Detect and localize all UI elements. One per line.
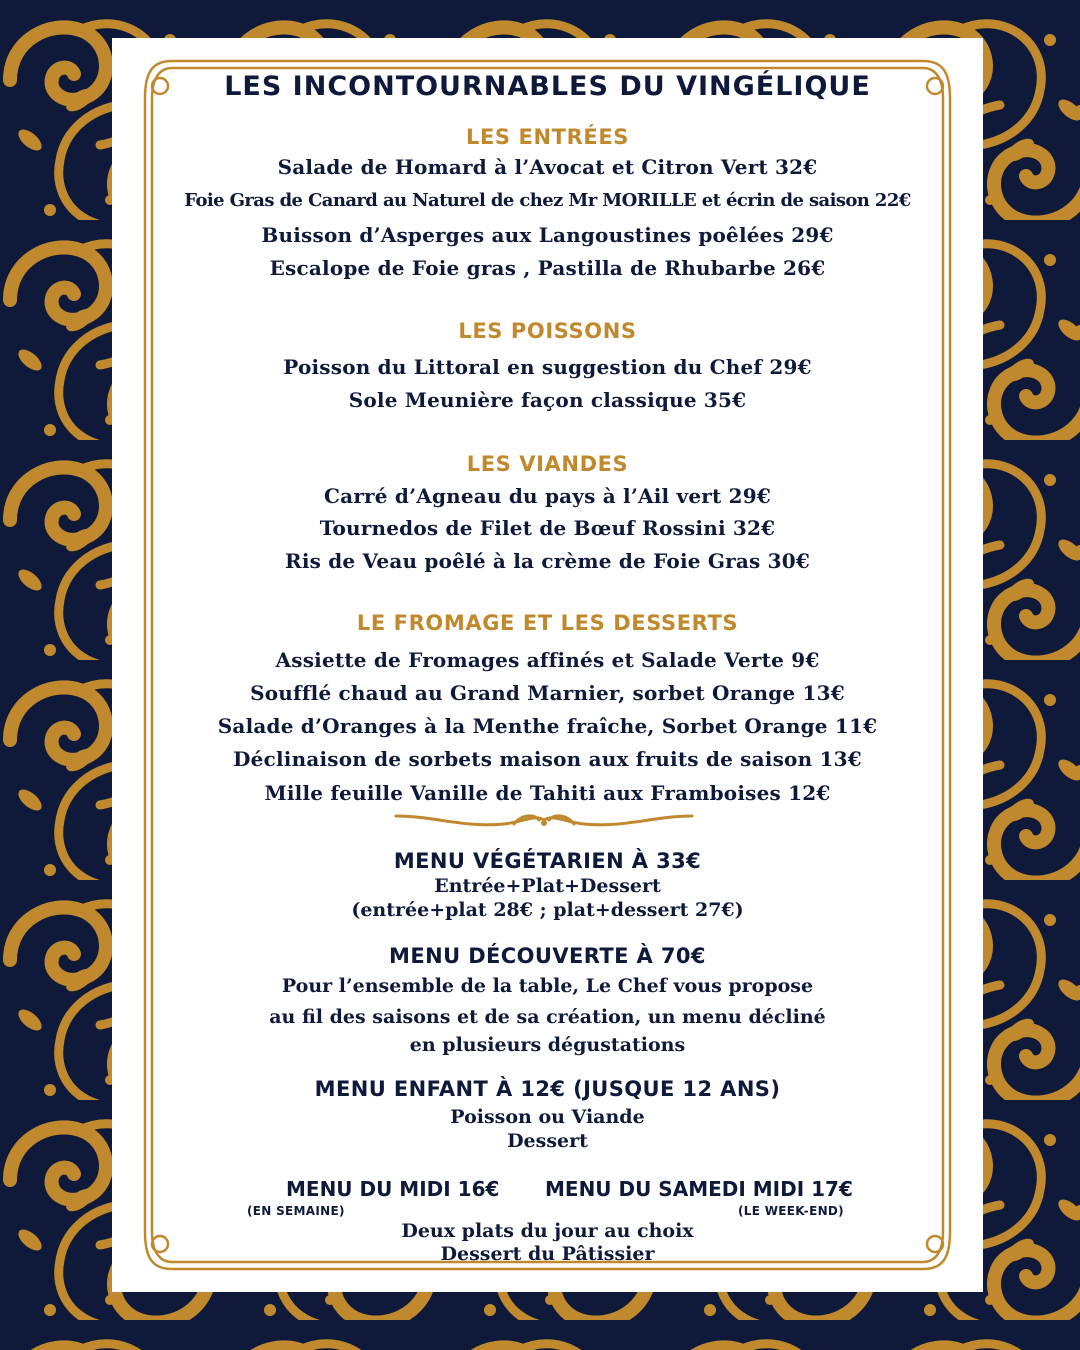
menu-text-line: Dessert bbox=[507, 1130, 588, 1152]
menu-text-line: au fil des saisons et de sa création, un menu décliné bbox=[269, 1006, 826, 1028]
section-title-poissons: LES POISSONS bbox=[458, 319, 637, 343]
dish-item: Ris de Veau poêlé à la crème de Foie Gras 30€ bbox=[285, 549, 810, 573]
menu-enfant-title: MENU ENFANT À 12€ (JUSQUE 12 ANS) bbox=[314, 1077, 781, 1101]
menu-text-line: Deux plats du jour au choix bbox=[401, 1220, 694, 1242]
dish-item: Carré d’Agneau du pays à l’Ail vert 29€ bbox=[324, 484, 771, 508]
section-title-desserts: LE FROMAGE ET LES DESSERTS bbox=[356, 611, 739, 635]
menu-text-line: Pour l’ensemble de la table, Le Chef vous propose bbox=[281, 975, 814, 997]
menu-card bbox=[112, 38, 983, 1292]
menu-text-line: Poisson ou Viande bbox=[450, 1106, 645, 1128]
dish-item: Mille feuille Vanille de Tahiti aux Framboises 12€ bbox=[264, 781, 831, 805]
section-title-viandes: LES VIANDES bbox=[466, 452, 629, 476]
dish-item: Sole Meunière façon classique 35€ bbox=[348, 388, 747, 412]
dish-item: Buisson d’Asperges aux Langoustines poêlées 29€ bbox=[261, 223, 834, 247]
dish-item: Salade de Homard à l’Avocat et Citron Vert 32€ bbox=[277, 155, 818, 179]
menu-text-line: en plusieurs dégustations bbox=[409, 1034, 686, 1056]
dish-item: Tournedos de Filet de Bœuf Rossini 32€ bbox=[319, 516, 776, 540]
ornament-divider-icon bbox=[394, 810, 694, 832]
menu-title: LES INCONTOURNABLES DU VINGÉLIQUE bbox=[224, 71, 871, 102]
dish-item: Salade d’Oranges à la Menthe fraîche, Sorbet Orange 11€ bbox=[217, 714, 878, 738]
dish-item: Poisson du Littoral en suggestion du Chef 29€ bbox=[283, 355, 812, 379]
dish-item: Assiette de Fromages affinés et Salade Verte 9€ bbox=[275, 648, 820, 672]
menu-content bbox=[112, 38, 983, 1292]
dish-item: Déclinaison de sorbets maison aux fruits de saison 13€ bbox=[233, 747, 862, 771]
section-title-entrees: LES ENTRÉES bbox=[466, 125, 629, 149]
menu-decouverte-title: MENU DÉCOUVERTE À 70€ bbox=[389, 944, 706, 968]
menu-samedi-title: MENU DU SAMEDI MIDI 17€ bbox=[545, 1177, 853, 1201]
menu-vegetarien-title: MENU VÉGÉTARIEN À 33€ bbox=[393, 849, 702, 873]
dish-item: Soufflé chaud au Grand Marnier, sorbet Orange 13€ bbox=[250, 681, 845, 705]
menu-text-line: Entrée+Plat+Dessert bbox=[434, 875, 661, 897]
menu-text-line: Dessert du Pâtissier bbox=[440, 1243, 655, 1265]
menu-text-line: (entrée+plat 28€ ; plat+dessert 27€) bbox=[351, 899, 744, 921]
dish-item: Foie Gras de Canard au Naturel de chez Mr MORILLE et écrin de saison 22€ bbox=[184, 190, 911, 211]
menu-midi-note: (EN SEMAINE) bbox=[247, 1204, 345, 1218]
dish-item: Escalope de Foie gras , Pastilla de Rhubarbe 26€ bbox=[269, 256, 826, 280]
menu-samedi-note: (LE WEEK-END) bbox=[738, 1204, 844, 1218]
menu-midi-title: MENU DU MIDI 16€ bbox=[286, 1177, 500, 1201]
